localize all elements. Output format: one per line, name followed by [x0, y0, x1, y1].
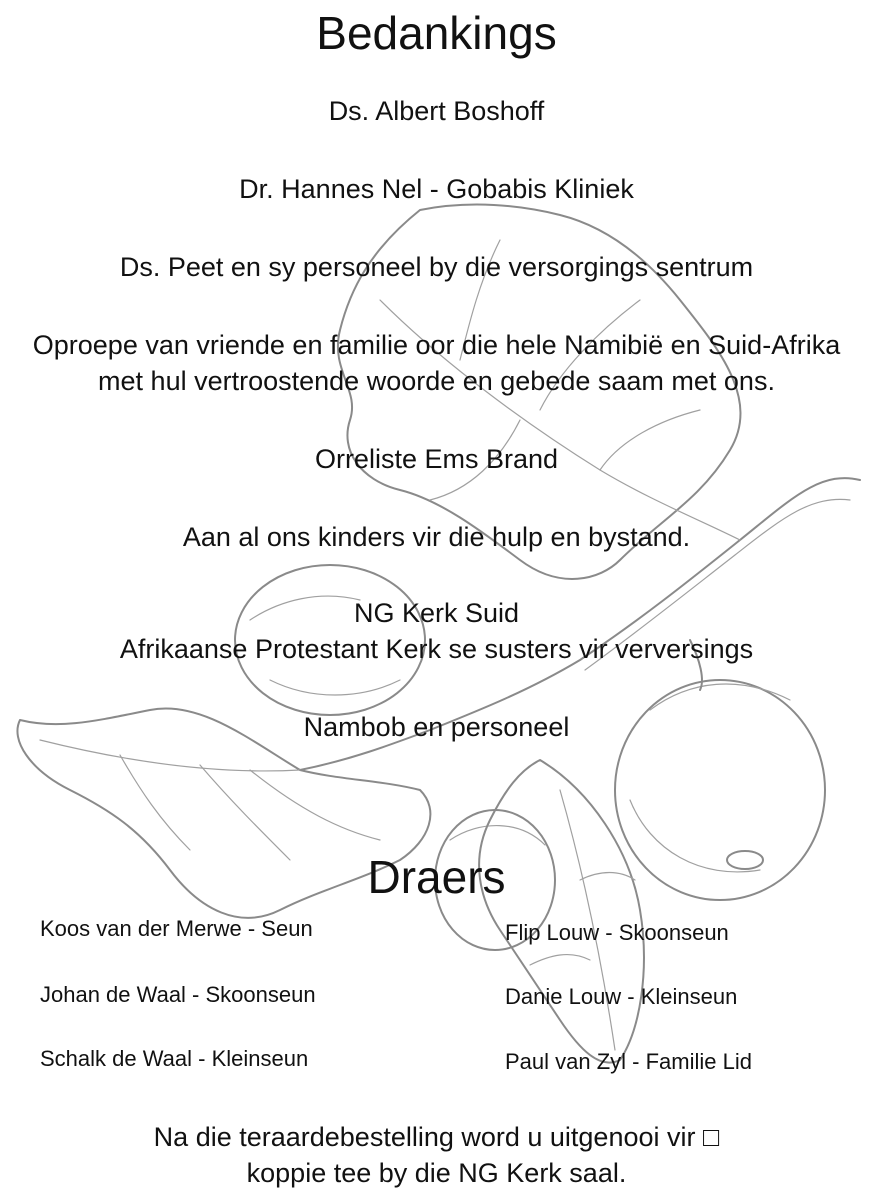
thanks-line: Oproepe van vriende en familie oor die hele Namibië en Suid-Afrika: [32, 330, 841, 360]
bearer-left: Schalk de Waal - Kleinseun: [40, 1046, 309, 1071]
bearer-right: Danie Louw - Kleinseun: [505, 984, 738, 1009]
thanks-line: met hul vertroostende woorde en gebede saam met ons.: [98, 366, 775, 396]
thanks-line: Ds. Peet en sy personeel by die versorgings sentrum: [119, 252, 754, 282]
thanks-line: Afrikaanse Protestant Kerk se susters vir verversings: [119, 634, 754, 664]
closing-line: koppie tee by die NG Kerk saal.: [246, 1158, 627, 1188]
bearer-right: Paul van Zyl - Familie Lid: [505, 1049, 752, 1074]
thanks-line: Aan al ons kinders vir die hulp en bystand.: [182, 522, 691, 552]
thanks-line: NG Kerk Suid: [353, 598, 520, 628]
bearer-left: Koos van der Merwe - Seun: [40, 916, 313, 941]
section-title-draers: Draers: [367, 851, 506, 903]
thanks-line: Ds. Albert Boshoff: [328, 96, 545, 126]
bearer-right: Flip Louw - Skoonseun: [505, 920, 729, 945]
thanks-line: Orreliste Ems Brand: [314, 444, 559, 474]
thanks-line: Dr. Hannes Nel - Gobabis Kliniek: [239, 174, 634, 204]
thanks-line: Nambob en personeel: [303, 712, 570, 742]
bearer-left: Johan de Waal - Skoonseun: [40, 982, 316, 1007]
closing-line: Na die teraardebestelling word u uitgenooi vir □: [153, 1122, 720, 1152]
page-title: Bedankings: [316, 7, 557, 59]
